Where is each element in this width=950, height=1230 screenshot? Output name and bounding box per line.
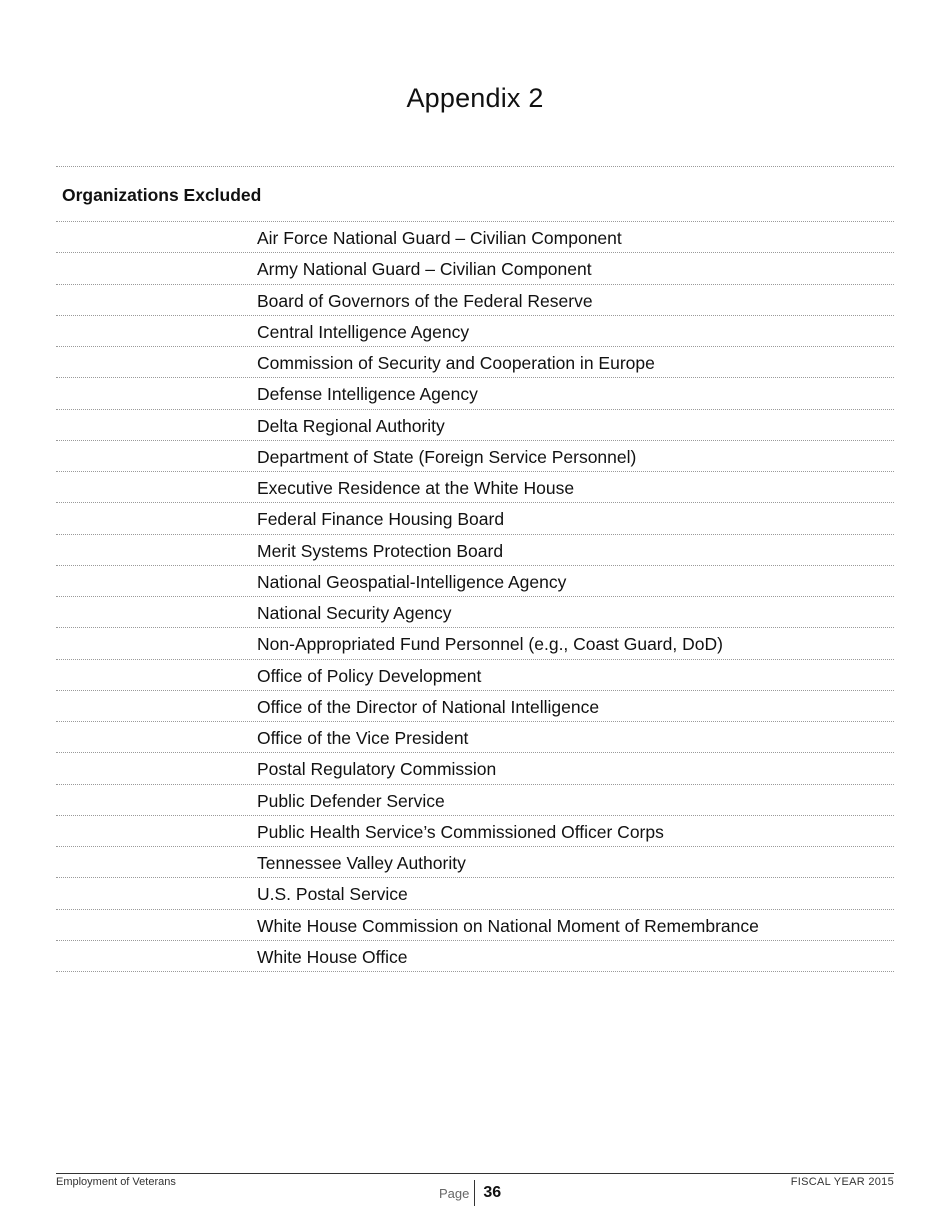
organization-name: Office of the Director of National Intelligence	[257, 696, 600, 717]
list-item	[56, 597, 894, 628]
organization-name: Board of Governors of the Federal Reserve	[257, 290, 593, 311]
list-item	[56, 847, 894, 878]
list-item	[56, 660, 894, 691]
list-item	[56, 628, 894, 659]
list-item	[56, 910, 894, 941]
organization-name: U.S. Postal Service	[257, 884, 408, 905]
list-item	[56, 472, 894, 503]
footer-fiscal-year: FISCAL YEAR 2015	[790, 1176, 894, 1188]
list-item	[56, 316, 894, 347]
organization-name: Delta Regional Authority	[257, 415, 445, 436]
list-item	[56, 691, 894, 722]
footer-document-title: Employment of Veterans	[56, 1176, 176, 1188]
organization-name: National Geospatial-Intelligence Agency	[257, 571, 567, 592]
list-item	[56, 753, 894, 784]
section-heading: Organizations Excluded	[62, 185, 262, 205]
list-item	[56, 285, 894, 316]
page-label: Page	[439, 1185, 470, 1201]
page-title: Appendix 2	[406, 83, 544, 113]
organization-name: Office of the Vice President	[257, 728, 469, 748]
list-item	[56, 785, 894, 816]
organization-name: Public Health Service’s Commissioned Officer Corps	[257, 821, 664, 842]
list-item	[56, 722, 894, 753]
list-item	[56, 941, 894, 972]
organization-name: Executive Residence at the White House	[257, 478, 575, 498]
list-item	[56, 878, 894, 909]
organization-name: White House Office	[257, 946, 408, 967]
page-number: 36	[483, 1184, 502, 1201]
organization-name: Commission of Security and Cooperation in Europe	[257, 353, 655, 373]
list-item	[56, 816, 894, 847]
organization-name: National Security Agency	[257, 603, 452, 623]
organization-name: Department of State (Foreign Service Personnel)	[257, 446, 637, 467]
list-item	[56, 410, 894, 441]
organization-name: Tennessee Valley Authority	[257, 853, 466, 873]
page-footer	[56, 1173, 894, 1214]
organization-name: White House Commission on National Moment of Remembrance	[257, 915, 759, 936]
list-item	[56, 222, 894, 253]
footer-page-indicator	[439, 1180, 501, 1206]
organization-name: Army National Guard – Civilian Component	[257, 259, 592, 280]
list-item	[56, 566, 894, 597]
organization-name: Postal Regulatory Commission	[257, 759, 497, 780]
list-item	[56, 378, 894, 409]
organization-name: Non-Appropriated Fund Personnel (e.g., Coast Guard, DoD)	[257, 634, 723, 655]
organization-name: Office of Policy Development	[257, 665, 482, 686]
organization-name: Defense Intelligence Agency	[257, 384, 478, 405]
list-item	[56, 535, 894, 566]
organizations-table	[56, 166, 894, 972]
section-header	[56, 166, 894, 222]
organization-name: Central Intelligence Agency	[257, 321, 470, 342]
list-item	[56, 347, 894, 378]
organization-name: Public Defender Service	[257, 790, 445, 811]
organization-name: Merit Systems Protection Board	[257, 540, 504, 561]
organization-name: Federal Finance Housing Board	[257, 509, 505, 530]
organization-list	[56, 222, 894, 972]
list-item	[56, 253, 894, 284]
organization-name: Air Force National Guard – Civilian Component	[257, 228, 622, 248]
list-item	[56, 441, 894, 472]
list-item	[56, 503, 894, 534]
